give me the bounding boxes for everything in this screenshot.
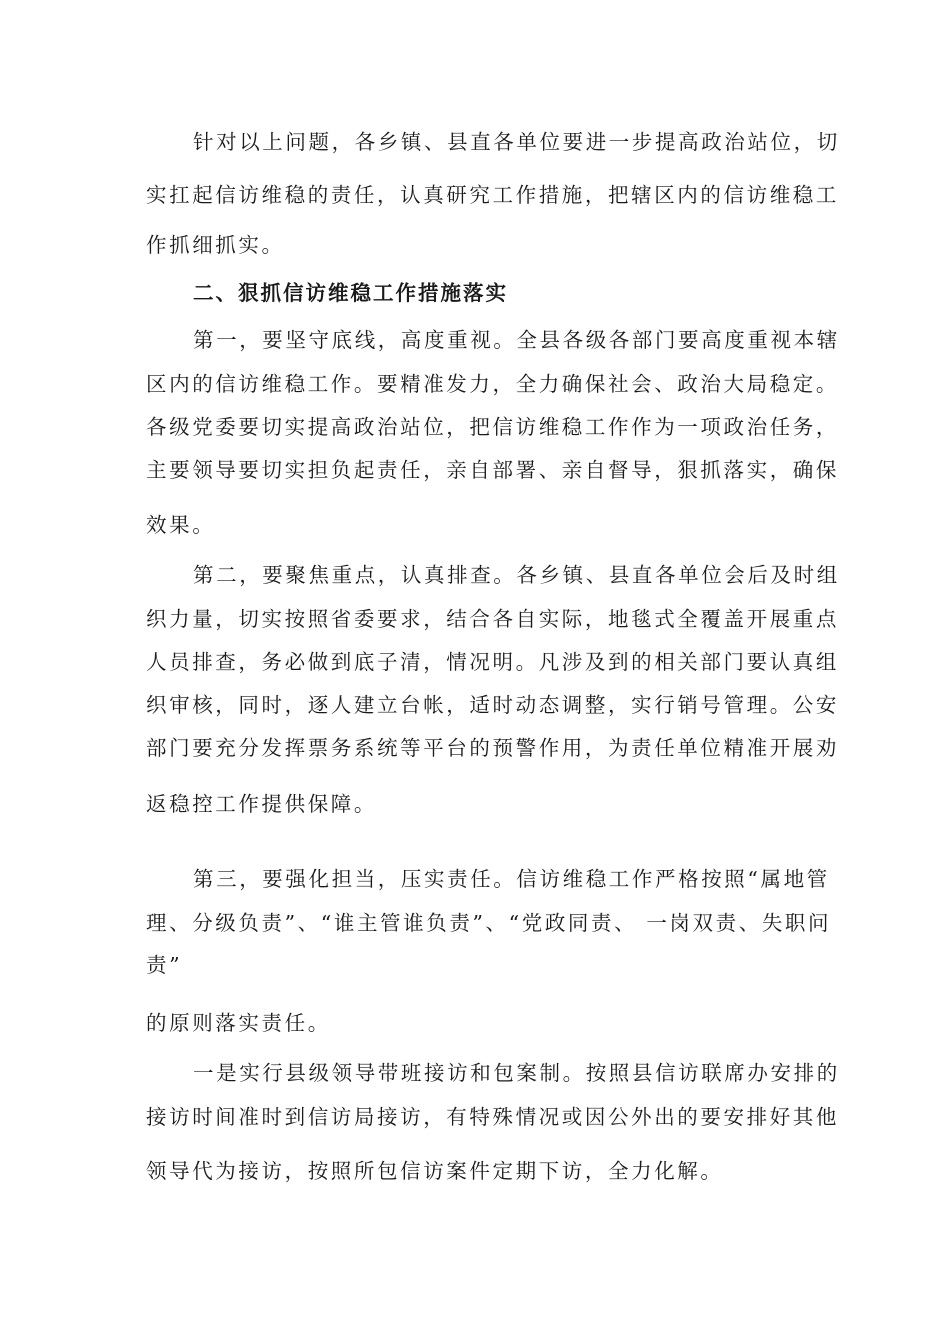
paragraph-line: 第二，要聚焦重点，认真排查。各乡镇、县直各单位会后及时组 <box>193 563 840 587</box>
paragraph-line: 织审核，同时，逐人建立台帐，适时动态调整，实行销号管理。公安 <box>146 693 839 717</box>
paragraph-line: 第三，要强化担当，压实责任。信访维稳工作严格按照“属地管 <box>193 867 830 891</box>
paragraph-line: 的原则落实责任。 <box>146 1011 331 1035</box>
paragraph-line: 领导代为接访，按照所包信访案件定期下访，全力化解。 <box>146 1159 724 1183</box>
paragraph-line: 第一，要坚守底线，高度重视。全县各级各部门要高度重视本辖 <box>193 328 840 352</box>
paragraph-line: 实扛起信访维稳的责任，认真研究工作措施，把辖区内的信访维稳工 <box>146 183 839 207</box>
section-heading: 二、狠抓信访维稳工作措施落实 <box>193 281 508 305</box>
paragraph-line: 织力量，切实按照省委要求，结合各自实际，地毯式全覆盖开展重点 <box>146 607 839 631</box>
paragraph-line: 各级党委要切实提高政治站位，把信访维稳工作作为一项政治任务， <box>146 415 839 439</box>
paragraph-line: 责” <box>146 953 183 977</box>
paragraph-line: 人员排查，务必做到底子清，情况明。凡涉及到的相关部门要认真组 <box>146 650 839 674</box>
paragraph-line: 区内的信访维稳工作。要精准发力，全力确保社会、政治大局稳定。 <box>146 372 839 396</box>
paragraph-line: 针对以上问题，各乡镇、县直各单位要进一步提高政治站位，切 <box>193 130 840 154</box>
paragraph-line: 主要领导要切实担负起责任，亲自部署、亲自督导，狠抓落实，确保 <box>146 458 839 482</box>
paragraph-line: 作抓细抓实。 <box>146 233 285 257</box>
paragraph-line: 理、分级负责”、“谁主管谁负责”、“党政同责、 一岗双责、失职问 <box>146 911 832 935</box>
paragraph-line: 效果。 <box>146 513 216 537</box>
paragraph-line: 返稳控工作提供保障。 <box>146 792 377 816</box>
paragraph-line: 部门要充分发挥票务系统等平台的预警作用，为责任单位精准开展劝 <box>146 736 839 760</box>
paragraph-line: 接访时间准时到信访局接访，有特殊情况或因公外出的要安排好其他 <box>146 1105 839 1129</box>
paragraph-line: 一是实行县级领导带班接访和包案制。按照县信访联席办安排的 <box>193 1061 840 1085</box>
